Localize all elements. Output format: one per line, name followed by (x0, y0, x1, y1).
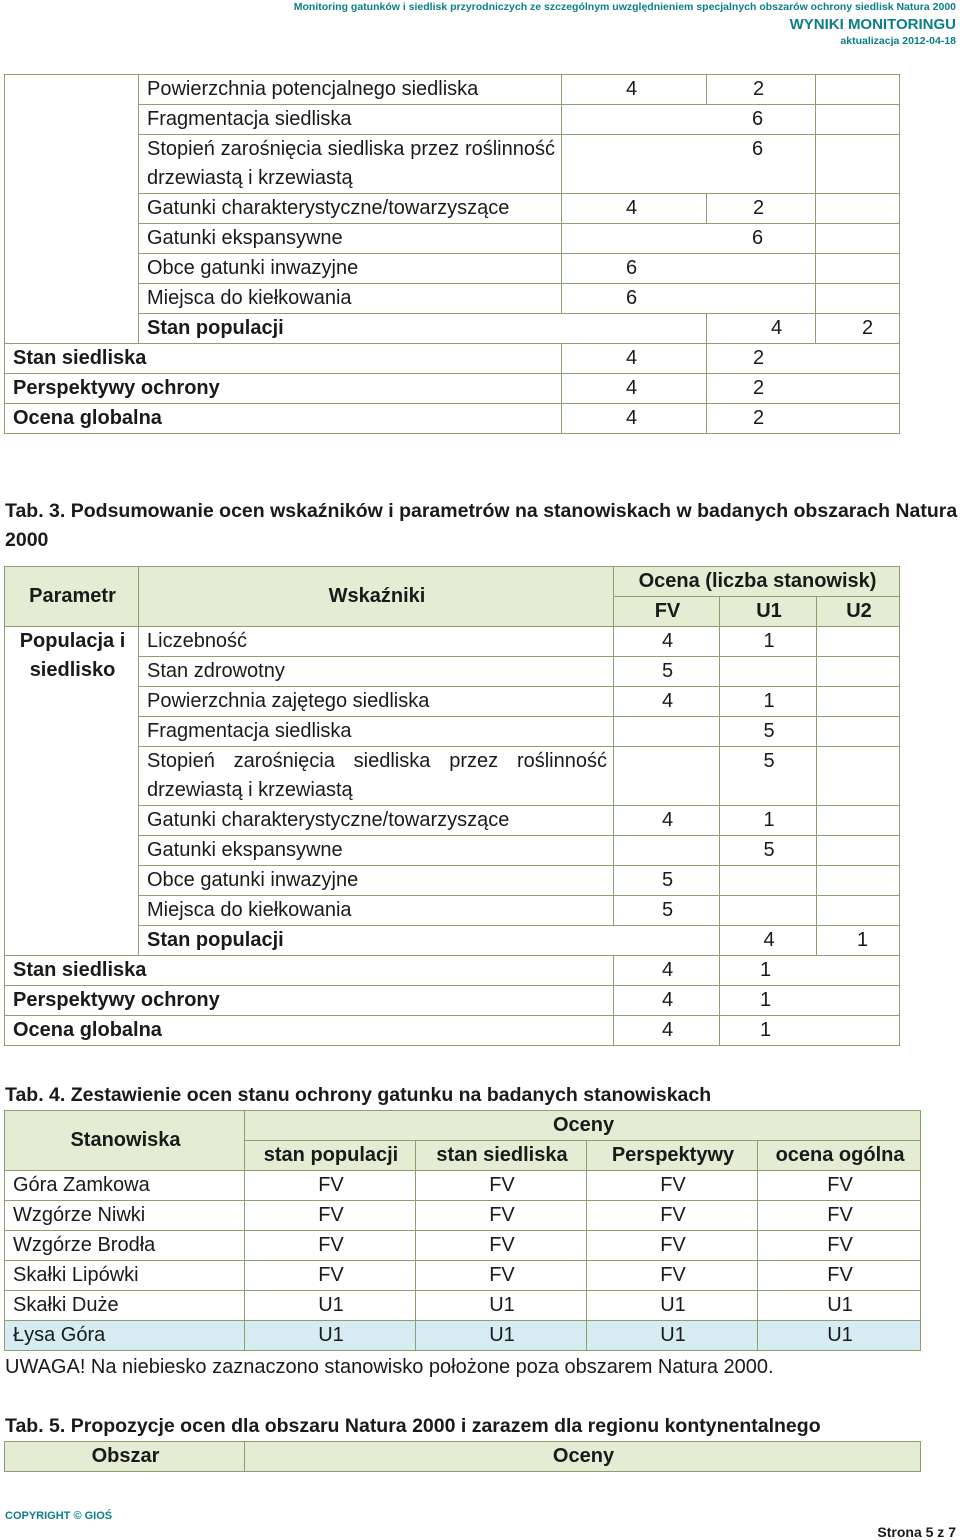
table-continuation (4, 74, 900, 434)
indicator-label: Gatunki ekspansywne (139, 224, 562, 254)
summary-label: Perspektywy ochrony (5, 986, 614, 1016)
fv-value: 4 (707, 314, 816, 344)
fv-value: 4 (562, 194, 707, 224)
indicator-label: Miejsca do kiełkowania (139, 896, 614, 926)
u2-value (817, 866, 900, 896)
u1-value: 1 (720, 1016, 900, 1046)
site-value: FV (758, 1261, 921, 1291)
table-row (5, 956, 900, 986)
site-value: FV (245, 1231, 416, 1261)
fv-value: 4 (562, 344, 707, 374)
header-fv: FV (614, 597, 720, 627)
u1-value: 2 (707, 194, 816, 224)
table-area-proposals (4, 1441, 921, 1472)
fv-value: 4 (562, 75, 707, 105)
table-row (5, 866, 900, 896)
indicator-label: Stopień zarośnięcia siedliska przez roślinność drzewiastą i krzewiastą (139, 135, 562, 194)
table-row (5, 1171, 921, 1201)
header-stan-siedliska: stan siedliska (416, 1141, 587, 1171)
table-summary-indicators (4, 566, 900, 1046)
site-value: FV (587, 1261, 758, 1291)
u1-value: 1 (720, 806, 817, 836)
u1-value: 5 (720, 717, 817, 747)
u1-value (720, 866, 817, 896)
summary-label: Stan populacji (139, 314, 707, 344)
indicator-label: Stan zdrowotny (139, 657, 614, 687)
u1-value (720, 896, 817, 926)
site-name: Łysa Góra (5, 1321, 245, 1351)
header-oceny: Oceny (245, 1111, 921, 1141)
site-name: Skałki Lipówki (5, 1261, 245, 1291)
empty-cell (5, 75, 139, 344)
fv-value: 5 (614, 657, 720, 687)
site-value: FV (245, 1201, 416, 1231)
u1-value: 6 (562, 105, 816, 135)
site-value: FV (758, 1171, 921, 1201)
indicator-label: Gatunki charakterystyczne/towarzyszące (139, 194, 562, 224)
table-row (5, 926, 900, 956)
summary-label: Stan populacji (139, 926, 720, 956)
u2-value (817, 896, 900, 926)
site-value: U1 (758, 1321, 921, 1351)
site-value: FV (416, 1201, 587, 1231)
fv-value: 4 (614, 1016, 720, 1046)
u1-value: 6 (562, 224, 816, 254)
fv-value: 4 (614, 627, 720, 657)
site-value: FV (587, 1231, 758, 1261)
table-row (5, 374, 900, 404)
fv-value: 4 (614, 806, 720, 836)
table-row (5, 75, 900, 105)
header-oceny: Oceny (245, 1442, 921, 1472)
table-row (5, 254, 900, 284)
fv-value (614, 747, 720, 806)
u1-value: 2 (707, 75, 816, 105)
site-value: FV (416, 1231, 587, 1261)
site-value: U1 (245, 1321, 416, 1351)
table5-caption: Tab. 5. Propozycje ocen dla obszaru Natura 2000 i zarazem dla regionu kontynentalnego (5, 1415, 821, 1437)
table-row-highlighted (5, 1321, 921, 1351)
header-perspektywy: Perspektywy (587, 1141, 758, 1171)
u2-value (817, 747, 900, 806)
u1-value: 2 (707, 404, 900, 434)
u2-value (817, 627, 900, 657)
site-value: U1 (245, 1291, 416, 1321)
site-name: Wzgórze Brodła (5, 1231, 245, 1261)
site-value: U1 (587, 1321, 758, 1351)
indicator-label: Gatunki ekspansywne (139, 836, 614, 866)
u2-value (816, 105, 900, 135)
indicator-label: Obce gatunki inwazyjne (139, 866, 614, 896)
fv-value: 4 (614, 986, 720, 1016)
header-ocena-ogolna: ocena ogólna (758, 1141, 921, 1171)
header-parametr: Parametr (5, 567, 139, 627)
indicator-label: Liczebność (139, 627, 614, 657)
header-date: aktualizacja 2012-04-18 (840, 34, 956, 47)
u2-value (816, 194, 900, 224)
u1-value: 1 (720, 986, 900, 1016)
u2-value (816, 224, 900, 254)
header-section: WYNIKI MONITORINGU (789, 15, 956, 33)
indicator-label: Gatunki charakterystyczne/towarzyszące (139, 806, 614, 836)
summary-label: Ocena globalna (5, 404, 562, 434)
table-row (5, 657, 900, 687)
u2-value (817, 806, 900, 836)
table-row (5, 224, 900, 254)
u1-value: 5 (720, 836, 817, 866)
table-row (5, 105, 900, 135)
page-number: Strona 5 z 7 (877, 1524, 956, 1540)
header-u1: U1 (720, 597, 817, 627)
header-stan-populacji: stan populacji (245, 1141, 416, 1171)
u1-value (720, 657, 817, 687)
u1-value: 1 (720, 687, 817, 717)
u1-value: 1 (720, 627, 817, 657)
header-wskazniki: Wskaźniki (139, 567, 614, 627)
table-row (5, 1291, 921, 1321)
site-value: FV (758, 1201, 921, 1231)
table-row (5, 1231, 921, 1261)
u2-value (816, 135, 900, 194)
table-row (5, 344, 900, 374)
table3-caption: Tab. 3. Podsumowanie ocen wskaźników i parametrów na stanowiskach w badanych obszarach Natura 2000 (5, 500, 958, 551)
site-value: U1 (587, 1291, 758, 1321)
fv-value: 4 (614, 687, 720, 717)
u1-value: 2 (707, 374, 900, 404)
site-value: FV (587, 1171, 758, 1201)
site-name: Skałki Duże (5, 1291, 245, 1321)
header-obszar: Obszar (5, 1442, 245, 1472)
copyright: COPYRIGHT © GIOŚ (5, 1510, 113, 1522)
u1-value: 1 (720, 956, 900, 986)
fv-value: 6 (562, 284, 816, 314)
u1-value: 6 (562, 135, 816, 194)
u2-value (817, 836, 900, 866)
table-row (5, 747, 900, 806)
fv-value (614, 836, 720, 866)
indicator-label: Powierzchnia zajętego siedliska (139, 687, 614, 717)
site-value: FV (416, 1261, 587, 1291)
site-name: Góra Zamkowa (5, 1171, 245, 1201)
indicator-label: Powierzchnia potencjalnego siedliska (139, 75, 562, 105)
indicator-label: Miejsca do kiełkowania (139, 284, 562, 314)
table-row (5, 896, 900, 926)
fv-value: 4 (562, 404, 707, 434)
indicator-label: Fragmentacja siedliska (139, 717, 614, 747)
summary-label: Stan siedliska (5, 956, 614, 986)
table-row (5, 314, 900, 344)
table-row (5, 627, 900, 657)
table-row (5, 806, 900, 836)
site-value: FV (245, 1171, 416, 1201)
site-name: Wzgórze Niwki (5, 1201, 245, 1231)
header-title: Monitoring gatunków i siedlisk przyrodniczych ze szczególnym uwzględnieniem specjalnych obszarów ochrony siedlisk Natura 2000 (293, 1, 956, 13)
site-value: FV (587, 1201, 758, 1231)
u1-value: 1 (817, 926, 900, 956)
fv-value (614, 717, 720, 747)
site-value: U1 (758, 1291, 921, 1321)
u2-value (817, 657, 900, 687)
fv-value: 5 (614, 866, 720, 896)
u1-value: 2 (816, 314, 900, 344)
site-value: FV (245, 1261, 416, 1291)
u2-value (816, 75, 900, 105)
fv-value: 4 (720, 926, 817, 956)
fv-value: 4 (562, 374, 707, 404)
fv-value: 5 (614, 896, 720, 926)
summary-label: Perspektywy ochrony (5, 374, 562, 404)
u2-value (817, 717, 900, 747)
u2-value (816, 254, 900, 284)
site-value: U1 (416, 1321, 587, 1351)
table-row (5, 836, 900, 866)
indicator-label: Stopień zarośnięcia siedliska przez roślinność drzewiastą i krzewiastą (139, 747, 614, 806)
table-row (5, 717, 900, 747)
indicator-label: Fragmentacja siedliska (139, 105, 562, 135)
table-row (5, 284, 900, 314)
table-row (5, 1261, 921, 1291)
header-ocena: Ocena (liczba stanowisk) (614, 567, 900, 597)
u1-value: 5 (720, 747, 817, 806)
indicator-label: Obce gatunki inwazyjne (139, 254, 562, 284)
table-row (5, 135, 900, 194)
summary-label: Ocena globalna (5, 1016, 614, 1046)
u2-value (816, 284, 900, 314)
site-value: U1 (416, 1291, 587, 1321)
table-header-row (5, 567, 900, 597)
page-header (294, 2, 956, 46)
fv-value: 4 (614, 956, 720, 986)
table-row (5, 1201, 921, 1231)
site-value: FV (416, 1171, 587, 1201)
site-value: FV (758, 1231, 921, 1261)
group-label: Populacja i siedlisko (5, 627, 139, 956)
header-u2: U2 (817, 597, 900, 627)
table-row (5, 986, 900, 1016)
fv-value: 6 (562, 254, 816, 284)
summary-label: Stan siedliska (5, 344, 562, 374)
table-row (5, 1016, 900, 1046)
note-text: UWAGA! Na niebiesko zaznaczono stanowisko położone poza obszarem Natura 2000. (5, 1356, 774, 1378)
table-row (5, 194, 900, 224)
table-row (5, 687, 900, 717)
table-header-row (5, 1442, 921, 1472)
u2-value (817, 687, 900, 717)
header-stanowiska: Stanowiska (5, 1111, 245, 1171)
table-row (5, 404, 900, 434)
u1-value: 2 (707, 344, 900, 374)
table4-caption: Tab. 4. Zestawienie ocen stanu ochrony gatunku na badanych stanowiskach (5, 1084, 712, 1106)
table-site-assessments (4, 1110, 921, 1351)
table-header-row (5, 1111, 921, 1141)
